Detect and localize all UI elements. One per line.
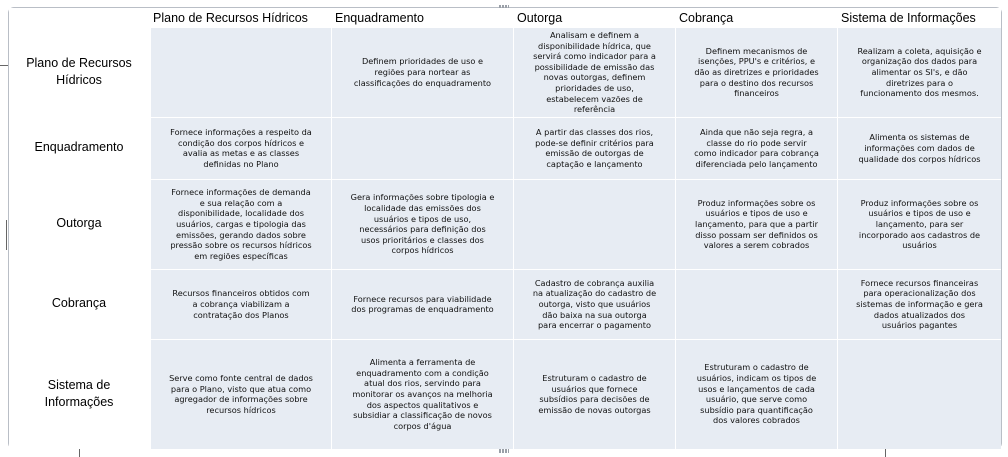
table-cell: Serve como fonte central de dados para o Plano, visto que atua como agregador de informações sobre recursos hídricos xyxy=(149,339,331,449)
resize-handle-bottom[interactable] xyxy=(499,448,509,453)
table-cell xyxy=(331,117,513,179)
table-cell: Fornece informações a respeito da condição dos corpos hídricos e avalia as metas e as classes definidas no Plano xyxy=(149,117,331,179)
table-cell xyxy=(149,27,331,117)
table-cell: Recursos financeiros obtidos com a cobrança viabilizam a contratação dos Planos xyxy=(149,269,331,339)
column-header-outorga: Outorga xyxy=(513,8,675,27)
row-header-enquadramento: Enquadramento xyxy=(9,117,149,179)
table-cell: Produz informações sobre os usuários e tipos de uso e lançamento, para ser incorporado aos cadastros de usuários xyxy=(837,179,1001,269)
table-cell: Gera informações sobre tipologia e localidade das emissões dos usuários e tipos de uso, necessários para definição dos usos prioritários e classes dos corpos hídricos xyxy=(331,179,513,269)
table-row xyxy=(9,339,1001,449)
guide-mark-left-edge xyxy=(6,220,7,250)
row-header-outorga: Outorga xyxy=(9,179,149,269)
table-cell: Fornece recursos financeiras para operacionalização dos sistemas de informação e gera dados atualizados dos usuários pagantes xyxy=(837,269,1001,339)
table-cell: Alimenta os sistemas de informações com dados de qualidade dos corpos hídricos xyxy=(837,117,1001,179)
table-cell: Analisam e definem a disponibilidade hídrica, que servirá como indicador para a possibilidade de emissão das novas outorgas, definem prioridades de uso, estabelecem vazões de referência xyxy=(513,27,675,117)
row-header-plano: Plano de Recursos Hídricos xyxy=(9,27,149,117)
table-cell xyxy=(837,339,1001,449)
table-cell xyxy=(675,269,837,339)
table-row xyxy=(9,117,1001,179)
table-cell: Estruturam o cadastro de usuários, indicam os tipos de usos e lançamentos de cada usuário, que serve como subsídio para quantificação dos valores cobrados xyxy=(675,339,837,449)
table-cell: Produz informações sobre os usuários e tipos de uso e lançamento, para que a partir disso possam ser definidos os valores a serem cobrados xyxy=(675,179,837,269)
row-header-sistema: Sistema de Informações xyxy=(9,339,149,449)
table-cell: A partir das classes dos rios, pode-se definir critérios para emissão de outorgas de captação e lançamento xyxy=(513,117,675,179)
table-cell: Ainda que não seja regra, a classe do rio pode servir como indicador para cobrança diferenciada pelo lançamento xyxy=(675,117,837,179)
table-cell: Alimenta a ferramenta de enquadramento com a condição atual dos rios, servindo para monitorar os avanços na melhoria dos aspectos qualitativos e subsidiar a classificação de novos corpos d'água xyxy=(331,339,513,449)
column-header-cobranca: Cobrança xyxy=(675,8,837,27)
row-header-cobranca: Cobrança xyxy=(9,269,149,339)
relationship-matrix xyxy=(9,8,1001,449)
guide-mark-bottom-right xyxy=(885,449,886,457)
column-header-plano: Plano de Recursos Hídricos xyxy=(149,8,331,27)
table-cell: Cadastro de cobrança auxilia na atualização do cadastro de outorga, visto que usuários dão baixa na sua outorga para encerrar o pagamento xyxy=(513,269,675,339)
column-header-sistema: Sistema de Informações xyxy=(837,8,1001,27)
table-row xyxy=(9,27,1001,117)
table-row xyxy=(9,269,1001,339)
guide-mark-left xyxy=(0,65,8,66)
corner-cell xyxy=(9,8,149,27)
table-cell: Definem mecanismos de isenções, PPU's e critérios, e dão as diretrizes e prioridades para o destino dos recursos financeiros xyxy=(675,27,837,117)
header-row xyxy=(9,8,1001,27)
table-cell: Definem prioridades de uso e regiões para nortear as classificações do enquadramento xyxy=(331,27,513,117)
table-cell xyxy=(513,179,675,269)
table-row xyxy=(9,179,1001,269)
guide-mark-bottom-left xyxy=(79,449,80,457)
table-cell: Fornece recursos para viabilidade dos programas de enquadramento xyxy=(331,269,513,339)
table-cell: Fornece informações de demanda e sua relação com a disponibilidade, localidade dos usuários, cargas e tipologia das emissões, gerando dados sobre pressão sobre os recursos hídricos em regiões específicas xyxy=(149,179,331,269)
table-cell: Realizam a coleta, aquisição e organização dos dados para alimentar os SI's, e dão diretrizes para o funcionamento dos mesmos. xyxy=(837,27,1001,117)
column-header-enquadramento: Enquadramento xyxy=(331,8,513,27)
table-cell: Estruturam o cadastro de usuários que fornece subsídios para decisões de emissão de novas outorgas xyxy=(513,339,675,449)
